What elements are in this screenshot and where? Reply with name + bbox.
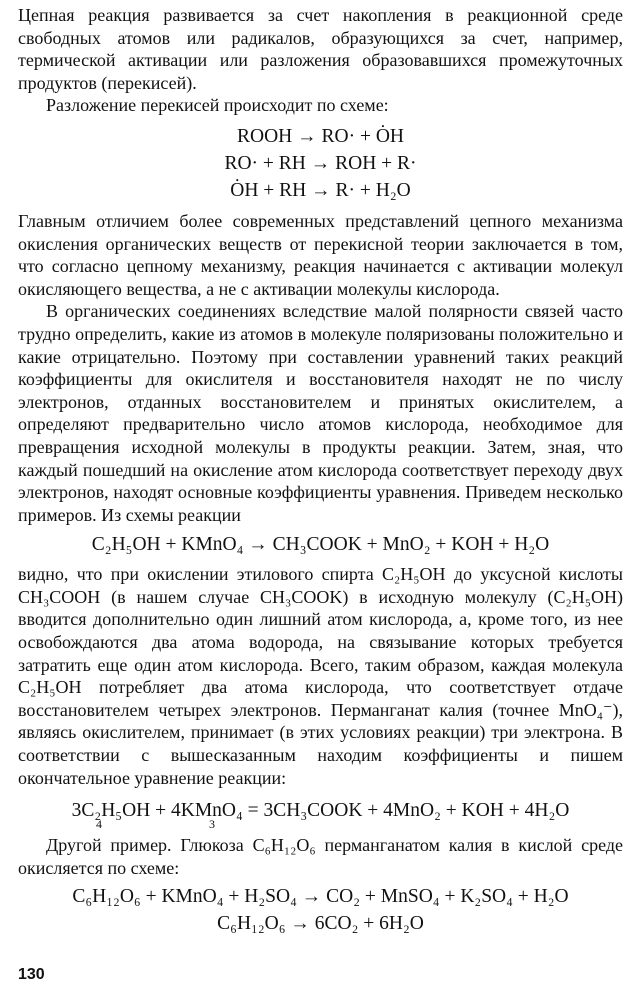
equation-ethanol-final	[18, 797, 623, 832]
text-fragment: (в нашем случае	[100, 586, 261, 607]
equation-glucose-simple: C₆H₁₂O₆ → 6CO₂ + 6H₂O	[217, 913, 424, 935]
text-fragment: видно, что при окислении этилового спирта	[18, 564, 382, 585]
equation-ethanol-scheme: C₂H₅OH + KMnO₄ → CH₃COOK + MnO₂ + KOH + H₂O	[91, 534, 550, 556]
text-fragment: потребляет два атома кислорода, что соответствует отдаче восстановителем четырех электронов. Перманганат калия (точнее	[18, 677, 623, 720]
text-fragment: до уксусной кислоты	[445, 564, 623, 585]
equation-group-peroxide	[18, 123, 623, 204]
formula-acetate: CH₃COOK	[260, 586, 343, 607]
equation-peroxide-1: ROOH → RO· + ȮH	[237, 125, 404, 147]
formula-ethanol: C₂H₅OH	[18, 677, 82, 698]
paragraph-chain-reaction: Цепная реакция развивается за счет накопления в реакционной среде свободных атомов или радикалов, образующихся за счет, например, термической активации или разложения образовавшихся промежуточных продуктов (перекисей).	[18, 5, 623, 93]
coefficient-under-1: 4	[96, 817, 102, 832]
equation-group-glucose	[18, 883, 623, 937]
paragraph-chain-mechanism: Главным отличием более современных представлений цепного механизма окисления органических веществ от перекисной теории заключается в том, что согласно цепному механизму, реакция начинается с активации молекул окисляющего вещества, а не с активации молекулы кислорода.	[18, 210, 623, 299]
equation-peroxide-2: RO· + RH → ROH + R·	[224, 152, 417, 174]
text-fragment: ) в исходную молекулу (	[342, 586, 554, 607]
formula-ethanol: C₂H₅OH	[553, 586, 618, 607]
equation-peroxide-3: ȮH + RH → R· + H₂O	[230, 179, 411, 201]
formula-permanganate-ion: MnO₄⁻	[558, 699, 613, 720]
formula-ethanol: C₂H₅OH	[382, 564, 446, 585]
paragraph-organic-compounds: В органических соединениях вследствие малой полярности связей часто трудно определить, какие из атомов в молекуле поляризованы положительно и какие отрицательно. Поэтому при составлении уравнений таких реакций коэффициенты для окислителя и восстановителя находят не по числу электронов, отданных восстановителем и принятых окислителем, а определяют предварительно число атомов кислорода, необходимое для превращения исходной молекулы в продукты реакции. Затем, зная, что каждый пошедший на окисление атом кислорода соответствует переходу двух электронов, находят основные коэффициенты уравнения. Приведем несколько примеров. Из схемы реакции	[18, 301, 623, 525]
equation-text: 3C₂H₅OH + 4KMnO₄ = 3CH₃COOK + 4MnO₂ + KOH + 4H₂O	[71, 800, 570, 822]
equation-glucose-scheme: C₆H₁₂O₆ + KMnO₄ + H₂SO₄ → CO₂ + MnSO₄ + K₂SO₄ + H₂O	[72, 886, 569, 908]
page-number: 130	[18, 966, 45, 983]
text-fragment: ), являясь окислителем, принимает (в этих условиях реакции) три электрона. В соответствии с вышесказанным находим коэффициенты и пишем окончательное уравнение реакции:	[18, 699, 623, 788]
paragraph-glucose-intro: Другой пример. Глюкоза C₆H₁₂O₆ перманганатом калия в кислой среде окисляется по схеме:	[18, 835, 623, 878]
coefficient-under-2: 3	[209, 817, 215, 832]
paragraph-peroxide-intro: Разложение перекисей происходит по схеме:	[46, 95, 389, 116]
paragraph-ethanol-oxidation	[18, 563, 623, 789]
text-fragment: ) вводится дополнительно один лишний атом кислорода, а, кроме того, из нее освобождаются два атома водорода, на связывание которых требуется затратить еще один атом кислорода. Всего, таким образом, каждая молекула	[18, 586, 624, 675]
formula-acetic-acid: CH₃COOH	[18, 586, 101, 607]
